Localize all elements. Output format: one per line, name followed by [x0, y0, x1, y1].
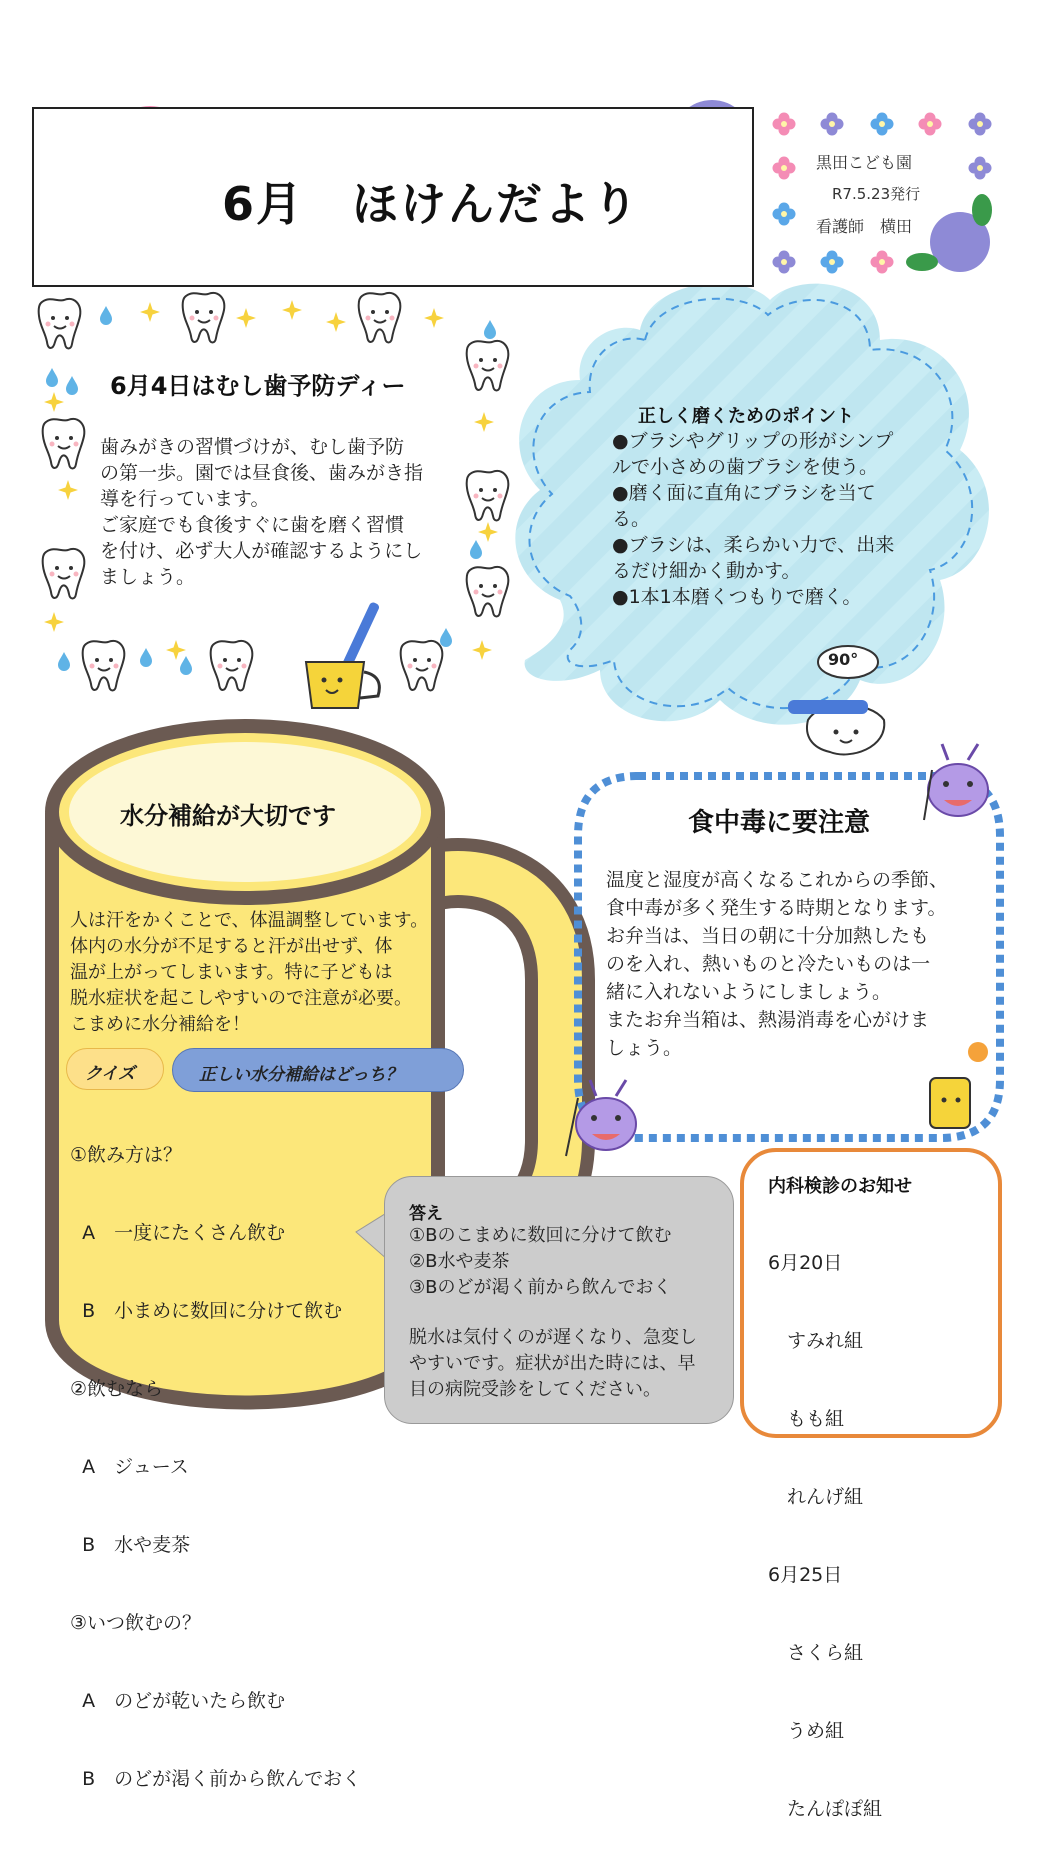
quiz-line: B 小まめに数回に分けて飲む — [70, 1300, 343, 1322]
food-poisoning-line: 食中毒が多く発生する時期となります。 — [606, 897, 947, 919]
quiz-line: B のどが渇く前から飲んでおく — [70, 1768, 362, 1790]
cavity-line: の第一歩。園では昼食後、歯みがき指 — [100, 462, 424, 484]
brushing-line: るだけ細かく動かす。 — [612, 560, 801, 582]
hydration-heading: 水分補給が大切です — [120, 802, 336, 830]
food-poisoning-line: 緒に入れないようにしましょう。 — [606, 981, 892, 1003]
quiz-line: ②飲むなら — [70, 1378, 164, 1400]
checkup-heading: 内科検診のお知せ — [768, 1176, 912, 1197]
hydration-line: 温が上がってしまいます。特に子どもは — [70, 962, 393, 983]
checkup-class: れんげ組 — [768, 1486, 864, 1508]
flower-icon — [871, 251, 894, 274]
answer-heading: 答え — [409, 1204, 443, 1224]
brushing-line: ●ブラシは、柔らかい力で、出来 — [612, 534, 895, 556]
quiz-line: A のどが乾いたら飲む — [70, 1690, 286, 1712]
cavity-heading: 6月4日はむし歯予防ディー — [110, 372, 406, 400]
brushing-line: る。 — [612, 508, 651, 530]
answer-list — [409, 1223, 729, 1301]
author: 看護師 横田 — [816, 217, 913, 236]
quiz-line: B 水や麦茶 — [70, 1534, 191, 1556]
quiz-line: A 一度にたくさん飲む — [70, 1222, 286, 1244]
food-poisoning-body — [606, 866, 986, 1062]
school-name: 黒田こども園 — [816, 153, 913, 172]
issue-date: R7.5.23発行 — [832, 185, 921, 203]
answer-line: ①Bのこまめに数回に分けて飲む — [409, 1225, 672, 1246]
angle-label: 90° — [828, 650, 859, 669]
food-poisoning-line: お弁当は、当日の朝に十分加熱したも — [606, 925, 930, 947]
flower-icon — [871, 113, 894, 136]
flower-icon — [773, 113, 796, 136]
quiz-line: ①飲み方は？ — [70, 1144, 183, 1166]
quiz-badge — [66, 1048, 164, 1090]
checkup-class: すみれ組 — [768, 1330, 864, 1352]
checkup-date: 6月20日 — [768, 1252, 843, 1274]
food-poisoning-line: しょう。 — [606, 1037, 683, 1059]
sponge-icon — [930, 1078, 970, 1128]
answer-note-line: 目の病院受診をしてください。 — [409, 1379, 661, 1400]
page-title: 6月 ほけんだより — [222, 177, 641, 231]
cavity-body — [100, 434, 460, 590]
flower-icon — [773, 203, 796, 226]
food-poisoning-heading: 食中毒に要注意 — [688, 808, 871, 838]
checkup-list — [768, 1198, 948, 1874]
flower-icon — [919, 113, 942, 136]
cavity-line: 導を行っています。 — [100, 488, 270, 510]
food-poisoning-line: またお弁当箱は、熱湯消毒を心がけま — [606, 1009, 930, 1031]
answer-line: ②B水や麦茶 — [409, 1251, 510, 1272]
cavity-line: ましょう。 — [100, 566, 196, 588]
brushing-line: ルで小さめの歯ブラシを使う。 — [612, 456, 879, 478]
food-poisoning-line: のを入れ、熱いものと冷たいものは一 — [606, 953, 931, 975]
answer-line: ③Bのどが渇く前から飲んでおく — [409, 1277, 672, 1298]
brushing-line: ●磨く面に直角にブラシを当て — [612, 482, 876, 504]
flower-icon — [969, 157, 992, 180]
answer-box — [384, 1176, 734, 1424]
brushing-line: ●ブラシやグリップの形がシンプ — [612, 430, 894, 452]
cavity-line: 歯みがきの習慣づけが、むし歯予防 — [100, 436, 405, 458]
quiz-line: ③いつ飲むの？ — [70, 1612, 202, 1634]
answer-note — [409, 1325, 729, 1403]
hydration-line: 人は汗をかくことで、体温調整しています。 — [70, 910, 429, 931]
checkup-class: うめ組 — [768, 1720, 845, 1742]
hydrangea-small-icon — [906, 194, 992, 272]
cavity-line: を付け、必ず大人が確認するようにし — [100, 540, 423, 562]
cavity-line: ご家庭でも食後すぐに歯を磨く習慣 — [100, 514, 405, 536]
quiz-title: 正しい水分補給はどっち？ — [199, 1065, 403, 1085]
flower-icon — [821, 251, 844, 274]
brushing-body — [612, 428, 912, 610]
hydration-line: こまめに水分補給を！ — [70, 1014, 250, 1035]
checkup-class: たんぽぽ組 — [768, 1798, 883, 1820]
flower-icon — [773, 251, 796, 274]
flower-icon — [773, 157, 796, 180]
quiz-body — [70, 1090, 390, 1818]
cup-toothbrush-icon — [306, 601, 380, 708]
hydration-line: 脱水症状を起こしやすいので注意が必要。 — [70, 988, 412, 1009]
brushing-line: ●1本1本磨くつもりで磨く。 — [612, 586, 862, 608]
flower-icon — [821, 113, 844, 136]
answer-note-line: やすいです。症状が出た時には、早 — [409, 1353, 696, 1374]
checkup-class: さくら組 — [768, 1642, 864, 1664]
brushing-heading: 正しく磨くためのポイント — [638, 406, 854, 427]
quiz-label: クイズ — [85, 1064, 135, 1084]
checkup-date: 6月25日 — [768, 1564, 843, 1586]
germ-icon — [924, 744, 988, 820]
hydration-body — [70, 908, 440, 1038]
checkup-class: もも組 — [768, 1408, 845, 1430]
answer-note-line: 脱水は気付くのが遅くなり、急変し — [409, 1327, 697, 1348]
hydration-line: 体内の水分が不足すると汗が出せず、体 — [70, 936, 393, 957]
flower-icon — [969, 113, 992, 136]
food-poisoning-line: 温度と湿度が高くなるこれからの季節、 — [606, 869, 949, 891]
checkup-box — [740, 1148, 1002, 1820]
quiz-line: A ジュース — [70, 1456, 189, 1478]
quiz-title-badge — [172, 1048, 464, 1092]
